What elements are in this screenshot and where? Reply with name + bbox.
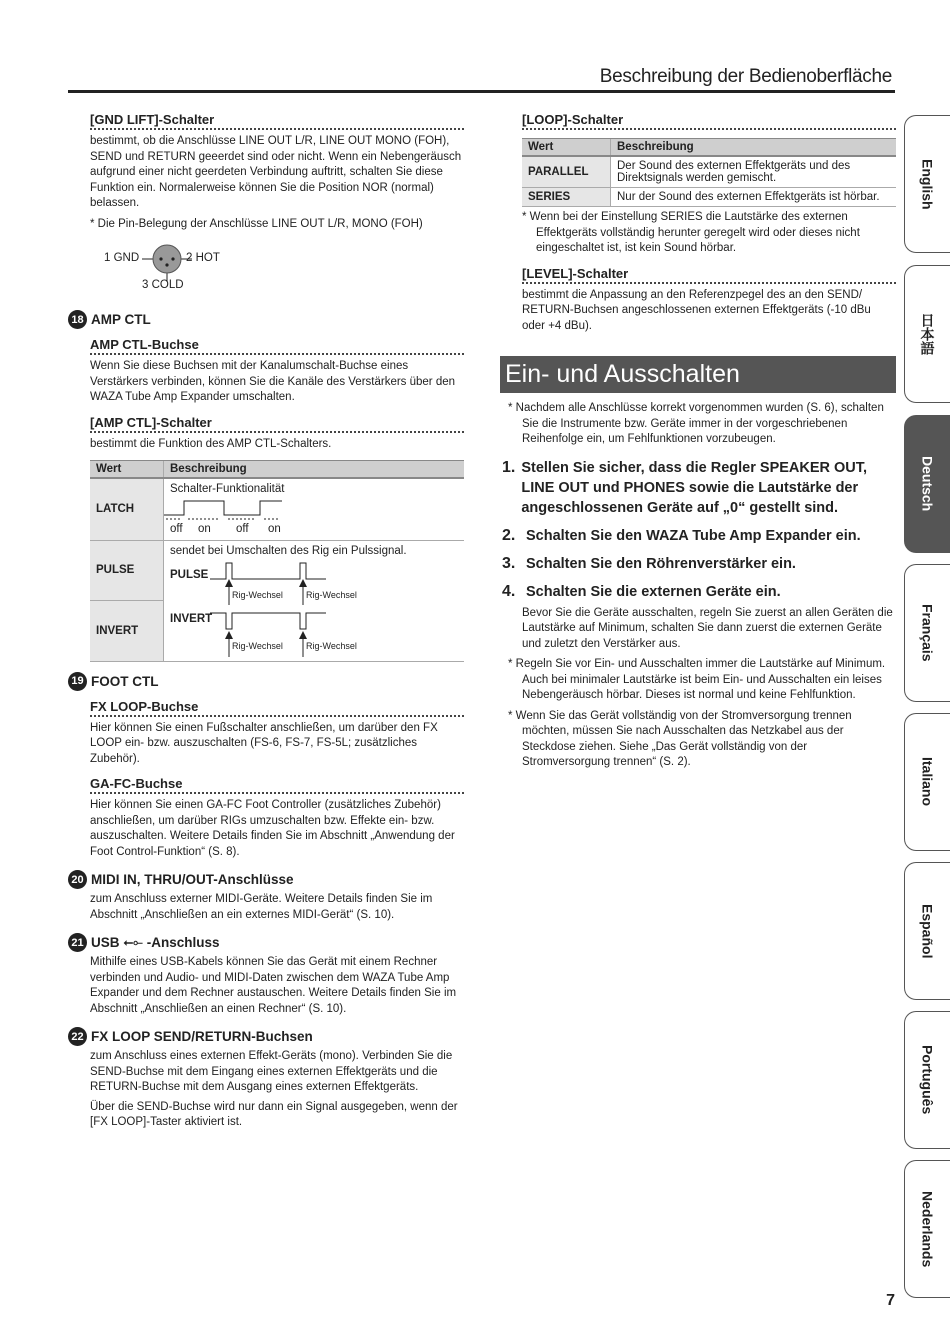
section-20-heading	[68, 870, 464, 889]
section-22-badge: 22	[68, 1027, 87, 1046]
loop-header-wert: Wert	[522, 139, 611, 157]
loop-key-series: SERIES	[522, 188, 611, 207]
loop-row-series	[522, 188, 896, 207]
power-step-1-text: Stellen Sie sicher, dass die Regler SPEAKER OUT, LINE OUT und PHONES sowie die Lautstärke der angeschlossenen Geräte auf „0“ gestellt sind.	[521, 459, 868, 516]
xlr-connector-icon	[142, 242, 192, 282]
tab-japanese-label: 日本語	[919, 313, 936, 355]
power-step-3	[502, 554, 896, 574]
page-number: 7	[886, 1292, 895, 1309]
power-step-2-num: 2.	[502, 526, 516, 544]
amp-ctl-switch-text: bestimmt die Funktion des AMP CTL-Schalters.	[90, 437, 332, 450]
usb-icon: ⭠⟜	[123, 935, 143, 949]
power-note-2: * Regeln Sie vor Ein- und Ausschalten immer die Lautstärke auf Minimum. Auch bei minimaler Lautstärke ist beim Ein- und Ausschalten ein leises Nebengeräusch hörbar. Dieses ist normal und keine Fehlfunktion.	[508, 658, 886, 701]
tab-portugues[interactable]	[904, 1011, 950, 1149]
power-step-2-text: Schalten Sie den WAZA Tube Amp Expander ein.	[526, 527, 861, 544]
table-row-pulse	[90, 540, 464, 601]
rig-label-4: Rig-Wechsel	[306, 640, 357, 651]
pulse-wave-label: PULSE	[170, 568, 209, 581]
amp-ctl-switch-heading: [AMP CTL]-Schalter	[90, 415, 464, 433]
fx-loop-jack-text: Hier können Sie einen Fußschalter anschließen, um darüber den FX LOOP ein- bzw. auszuschalten (FS-6, FS-7, FS-5L; zusätzliches Zubehör).	[90, 721, 438, 765]
section-21-heading	[68, 933, 464, 952]
header-rule	[68, 90, 895, 93]
table-header-beschreibung: Beschreibung	[164, 461, 465, 479]
level-switch-heading: [LEVEL]-Schalter	[522, 266, 896, 284]
pin-3-label: 3 COLD	[142, 279, 184, 291]
section-20-badge: 20	[68, 870, 87, 889]
gnd-lift-heading: [GND LIFT]-Schalter	[90, 112, 464, 130]
tab-english-label: English	[919, 158, 936, 210]
rig-label-3: Rig-Wechsel	[232, 640, 283, 651]
section-19-heading	[68, 672, 464, 691]
power-note-1: * Nachdem alle Anschlüsse korrekt vorgenommen wurden (S. 6), schalten Sie die Instrumente bzw. Geräte immer in der vorgeschriebenen Reihenfolge ein, um Fehlfunktionen vorzubeugen.	[508, 402, 884, 445]
pulse-invert-cell	[164, 540, 465, 661]
power-note-3: * Wenn Sie das Gerät vollständig von der Stromversorgung trennen möchten, müssen Sie nach Ausschalten das Netzkabel aus der Steckdose ziehen. Siehe „Das Gerät vollständig von der Stromversorgung trennen“ (S. 2).	[508, 709, 852, 768]
gnd-lift-text: bestimmt, ob die Anschlüsse LINE OUT L/R, LINE OUT MONO (FOH), SEND und RETURN geeerdet sind oder nicht. Wenn ein Nebengeräusch aufgrund einer nicht geerdeten Verbindung auftritt, schalten Sie diese Funktion ein. Normalerweise können Sie die Position NOR (normal) belassen.	[90, 135, 462, 209]
loop-table	[522, 138, 896, 207]
power-step-3-num: 3.	[502, 554, 516, 572]
pulse-desc: sendet bei Umschalten des Rig ein Pulssignal.	[170, 544, 407, 557]
section-18-title: AMP CTL	[91, 312, 151, 327]
amp-ctl-jack-text: Wenn Sie diese Buchsen mit der Kanalumschalt-Buchse eines Verstärkers verbinden, können Sie die Kanäle des Verstärkers über den WAZA Tube Amp Expander umschalten.	[90, 360, 456, 403]
tab-francais-label: Français	[919, 604, 936, 662]
power-step-1-num: 1.	[502, 458, 516, 476]
section-22-heading	[68, 1027, 464, 1046]
power-step-4-num: 4.	[502, 582, 516, 600]
loop-value-parallel: Der Sound des externen Effektgeräts und des Direktsignals werden gemischt.	[611, 156, 897, 188]
tab-portugues-label: Português	[919, 1045, 936, 1115]
loop-value-series: Nur der Sound des externen Effektgeräts ist hörbar.	[611, 188, 897, 207]
latch-on-2: on	[268, 523, 281, 535]
loop-row-parallel	[522, 156, 896, 188]
tab-nederlands[interactable]	[904, 1160, 950, 1298]
latch-off-1: off	[170, 523, 183, 535]
rig-label-2: Rig-Wechsel	[306, 589, 357, 600]
ga-fc-jack-text: Hier können Sie einen GA-FC Foot Controller (zusätzliches Zubehör) anschließen, um darüber RIGs umzuschalten bzw. Effekte ein- bzw. auszuschalten. Weitere Details finden Sie im Abschnitt „Anwendung der Foot Control-Funktion“ (S. 8).	[90, 799, 455, 858]
amp-ctl-jack-heading: AMP CTL-Buchse	[90, 337, 464, 355]
invert-key: INVERT	[90, 601, 164, 662]
power-step-4-text: Schalten Sie die externen Geräte ein.	[526, 583, 781, 600]
section-20-text: zum Anschluss externer MIDI-Geräte. Weitere Details finden Sie im Abschnitt „Anschließen an ein externes MIDI-Gerät“ (S. 10).	[90, 893, 433, 921]
loop-note: * Wenn bei der Einstellung SERIES die Lautstärke des externen Effektgeräts vollständig herunter geregelt wird oder dieses nicht eingeschaltet ist, ist kein Sound hörbar.	[522, 211, 860, 254]
section-22-text-1: zum Anschluss eines externen Effekt-Geräts (mono). Verbinden Sie die SEND-Buchse mit dem Eingang eines externen Effektgeräts und die RETURN-Buchse mit dem Ausgang eines externen Effektgeräts.	[90, 1050, 453, 1093]
loop-switch-heading: [LOOP]-Schalter	[522, 112, 896, 130]
tab-japanese[interactable]	[904, 265, 950, 403]
power-steps	[500, 458, 896, 602]
power-step-1	[502, 458, 896, 518]
latch-on-1: on	[198, 523, 211, 535]
right-column	[500, 112, 896, 771]
power-after-text: Bevor Sie die Geräte ausschalten, regeln Sie zuerst an allen Geräten die Lautstärke auf Minimum, schalten Sie dann zuerst die externen Geräte und zuletzt den Verstärker aus.	[522, 606, 893, 650]
section-19-title: FOOT CTL	[91, 673, 159, 689]
running-header: Beschreibung der Bedienoberfläche	[599, 66, 892, 87]
pin-2-label: 2 HOT	[186, 252, 220, 264]
loop-header-beschreibung: Beschreibung	[611, 139, 897, 157]
pulse-key: PULSE	[90, 540, 164, 601]
latch-key: LATCH	[90, 478, 164, 540]
left-column	[68, 112, 464, 1131]
tab-espanol-label: Español	[919, 903, 936, 959]
tab-italiano[interactable]	[904, 713, 950, 851]
section-22-title: FX LOOP SEND/RETURN-Buchsen	[91, 1029, 313, 1044]
tab-nederlands-label: Nederlands	[919, 1190, 936, 1268]
section-22-text-2: Über die SEND-Buchse wird nur dann ein Signal ausgegeben, wenn der [FX LOOP]-Taster aktiviert ist.	[90, 1100, 458, 1128]
loop-key-parallel: PARALLEL	[522, 156, 611, 188]
section-21-title-a: USB	[91, 935, 120, 950]
section-21-text: Mithilfe eines USB-Kabels können Sie das Gerät mit einem Rechner verbinden und Audio- und MIDI-Daten zwischen dem WAZA Tube Amp Expander und dem Rechner austauschen. Weitere Details finden Sie im Abschnitt „Anschließen an einen Rechner“ (S. 10).	[90, 956, 457, 1015]
rig-label-1: Rig-Wechsel	[232, 589, 283, 600]
tab-francais[interactable]	[904, 564, 950, 702]
tab-deutsch-label: Deutsch	[919, 456, 936, 512]
latch-off-2: off	[236, 523, 249, 535]
power-step-2	[502, 526, 896, 546]
section-19-badge: 19	[68, 672, 87, 691]
tab-italiano-label: Italiano	[919, 757, 936, 807]
tab-deutsch[interactable]	[904, 415, 950, 553]
pin-1-label: 1 GND	[104, 252, 140, 264]
invert-wave-label: INVERT	[170, 612, 213, 625]
ga-fc-jack-heading: GA-FC-Buchse	[90, 776, 464, 794]
pin-diagram	[90, 232, 464, 302]
tab-espanol[interactable]	[904, 862, 950, 1000]
tab-english[interactable]	[904, 115, 950, 253]
section-21-badge: 21	[68, 933, 87, 952]
section-18-badge: 18	[68, 310, 87, 329]
power-step-4	[502, 582, 896, 602]
power-step-3-text: Schalten Sie den Röhrenverstärker ein.	[526, 555, 796, 572]
level-switch-text: bestimmt die Anpassung an den Referenzpegel des an den SEND/ RETURN-Buchsen angeschlossenen externen Effektgeräts (-10 dBu oder +4 dBu).	[522, 288, 871, 332]
section-18-heading	[68, 310, 464, 329]
table-header-wert: Wert	[90, 461, 164, 479]
section-20-title: MIDI IN, THRU/OUT-Anschlüsse	[91, 872, 294, 887]
latch-desc: Schalter-Funktionalität	[170, 483, 285, 495]
gnd-lift-note: * Die Pin-Belegung der Anschlüsse LINE OUT L/R, MONO (FOH)	[90, 217, 423, 230]
fx-loop-jack-heading: FX LOOP-Buchse	[90, 699, 464, 717]
table-row-latch	[90, 478, 464, 540]
section-21-title-b: -Anschluss	[146, 935, 220, 950]
amp-ctl-table	[90, 460, 464, 662]
power-section-title: Ein- und Ausschalten	[500, 356, 896, 393]
latch-cell	[164, 478, 465, 540]
